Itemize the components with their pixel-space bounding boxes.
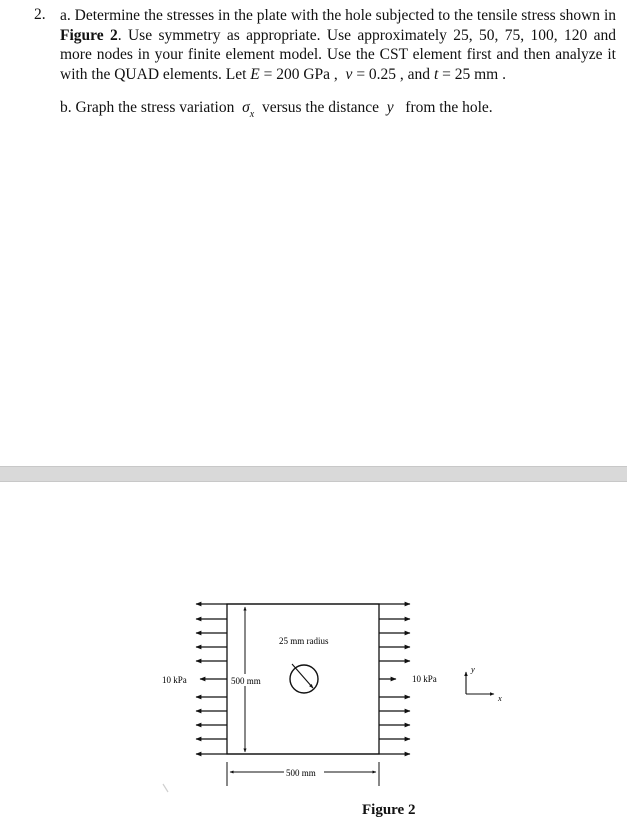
sigma-subscript: x <box>249 109 255 120</box>
t-symbol: t <box>433 65 439 83</box>
part-a-mid: . Use symmetry as appropriate. Use approximately 25, 50, 75, 100, 120 and more nodes in your finite element model. Use the CST element first and then analyze it with the QUAD elements. Let <box>60 26 616 83</box>
nu-symbol: v <box>345 65 353 83</box>
y-symbol: y <box>386 99 394 116</box>
hole-circle <box>290 665 318 693</box>
left-load-arrows <box>196 619 227 739</box>
part-a-text <box>60 6 616 84</box>
problem-number: 2. <box>34 6 46 23</box>
width-dim-label: 500 mm <box>286 768 316 778</box>
nu-value: = 0.25 , and <box>352 65 434 83</box>
part-b-mid: versus the distance <box>258 99 383 116</box>
t-value: = 25 mm . <box>438 65 506 83</box>
figure-2-diagram <box>0 480 627 823</box>
radius-arrow <box>292 664 313 688</box>
axis-y-label: y <box>471 664 475 674</box>
part-b-text <box>60 98 616 125</box>
height-dim-label: 500 mm <box>231 676 261 686</box>
right-load-arrows <box>379 619 410 739</box>
hole-label: 25 mm radius <box>279 636 329 646</box>
e-value: = 200 GPa , <box>259 65 338 83</box>
scan-mark <box>163 784 168 792</box>
figure-caption: Figure 2 <box>362 802 416 818</box>
part-b-suffix: from the hole. <box>401 99 493 116</box>
e-symbol: E <box>250 65 260 83</box>
part-a-prefix: a. Determine the stresses in the plate with the hole subjected to the tensile stress shown in <box>60 7 616 24</box>
right-load-label: 10 kPa <box>412 674 437 684</box>
sigma-symbol: σ <box>242 99 250 116</box>
part-b-prefix: b. Graph the stress variation <box>60 99 239 116</box>
coordinate-axes <box>466 672 494 694</box>
left-load-label: 10 kPa <box>162 675 187 685</box>
axis-x-label: x <box>498 693 502 703</box>
figure-reference: Figure 2 <box>60 26 118 44</box>
